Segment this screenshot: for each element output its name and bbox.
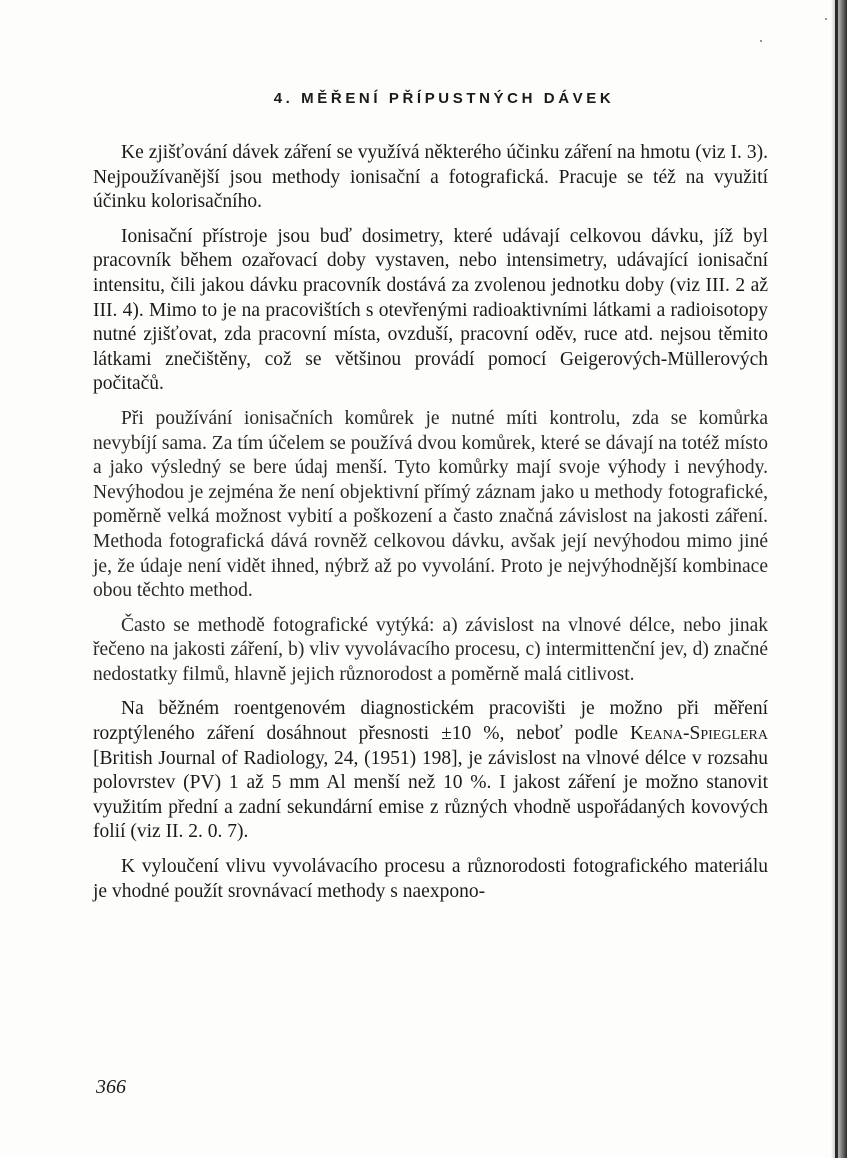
paragraph-5: [93, 697, 768, 845]
paragraph-4: Často se methodě fotografické vytýká: a) závislost na vlnové délce, nebo jinak řečeno na jakosti záření, b) vliv vyvolávacího procesu, c) intermittenční jev, d) značné nedostatky filmů, hlavně jejich různorodost a poměrně malá citlivost.: [93, 614, 768, 685]
scan-speck: [825, 18, 827, 20]
section-heading: 4. MĚŘENÍ PŘÍPUSTNÝCH DÁVEK: [273, 90, 615, 107]
cited-author: Keana-Spieglera: [630, 723, 768, 745]
paragraph-5-text-end: [British Journal of Radiology, 24, (1951) 198], je závislost na vlnové délce v rozsahu polovrstev (PV) 1 až 5 mm Al menší než 10 %. I jakost záření je možno stanovit využitím přední a zadní sekundární emise z různých vhodně uspořádaných kovových folií (viz II. 2. 0. 7).: [93, 747, 768, 843]
paragraph-6: K vyloučení vlivu vyvolávacího procesu a různorodosti fotografického materiálu je vhodné použít srovnávací methody s naexpono-: [93, 856, 768, 902]
paragraph-3: Při používání ionisačních komůrek je nutné míti kontrolu, zda se komůrka nevybíjí sama. Za tím účelem se používá dvou komůrek, které se dávají na totéž místo a jako výsledný se bere údaj menší. Tyto komůrky mají svoje výhody i nevýhody. Nevýhodou je zejména že není objektivní přímý záznam jako u methody fotografické, poměrně velká možnost vybití a poškození a často značná závislost na jakosti záření. Methoda fotografická dává rovněž celkovou dávku, avšak její nevýhodou mimo jiné je, že údaje není vidět ihned, nýbrž až po vyvolání. Proto je nejvýhodnější kombinace obou těchto method.: [93, 407, 768, 602]
paragraph-1: Ke zjišťování dávek záření se využívá některého účinku záření na hmotu (viz I. 3). Nejpoužívanější jsou methody ionisační a fotografická. Pracuje se též na využití účinku kolorisačního.: [93, 142, 768, 213]
body-text: [93, 141, 768, 914]
book-binding-edge: [835, 0, 838, 1158]
paragraph-5-text-start: Na běžném roentgenovém diagnostickém pracovišti je možno při měření rozptýleného záření dosáhnout přesnosti ±10 %, neboť podle: [93, 698, 768, 745]
page-number: 366: [96, 1076, 126, 1098]
scan-speck: [760, 40, 762, 42]
paragraph-2: Ionisační přístroje jsou buď dosimetry, které udávají celkovou dávku, jíž byl pracovník během ozařovací doby vystaven, nebo intensimetry, udávající ionisační intensitu, čili jakou dávku pracovník dostává za zvolenou jednotku doby (viz III. 2 až III. 4). Mimo to je na pracovištích s otevřenými radioaktivními látkami a radioisotopy nutné zjišťovat, zda pracovní místa, ovzduší, pracovní oděv, ruce atd. nejsou těmito látkami znečištěny, což se většinou provádí pomocí Geigerových-Müllerových počitačů.: [93, 225, 768, 395]
book-binding-shadow: [831, 0, 847, 1158]
